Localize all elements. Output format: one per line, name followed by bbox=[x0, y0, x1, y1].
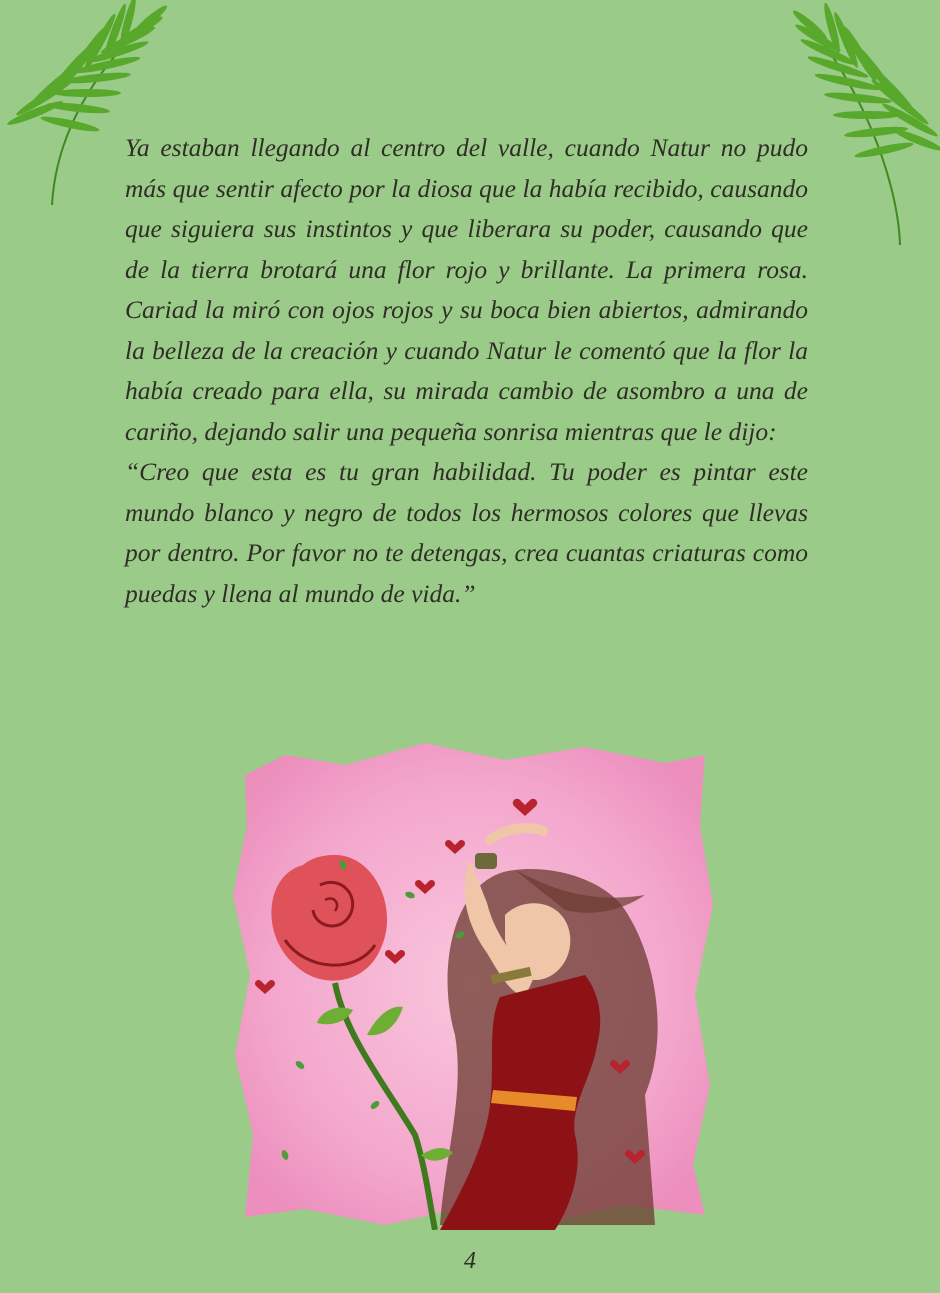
story-text bbox=[125, 128, 808, 614]
page-number: 4 bbox=[464, 1248, 476, 1274]
story-paragraph-2: “Creo que esta es tu gran habilidad. Tu poder es pintar este mundo blanco y negro de todos los hermosos colores que llevas por dentro. Por favor no te detengas, crea cuantas criaturas como puedas y llena al mundo de vida.” bbox=[125, 457, 808, 608]
story-paragraph-1: Ya estaban llegando al centro del valle, cuando Natur no pudo más que sentir afecto por la diosa que la había recibido, causando que siguiera sus instintos y que liberara su poder, causando que de la tierra brotará una flor rojo y brillante. La primera rosa. Cariad la miró con ojos rojos y su boca bien abiertos, admirando la belleza de la creación y cuando Natur le comentó que la flor la había creado para ella, su mirada cambio de asombro a una de cariño, dejando salir una pequeña sonrisa mientras que le dijo: bbox=[125, 133, 808, 446]
rose-and-goddess-illustration bbox=[225, 735, 720, 1230]
